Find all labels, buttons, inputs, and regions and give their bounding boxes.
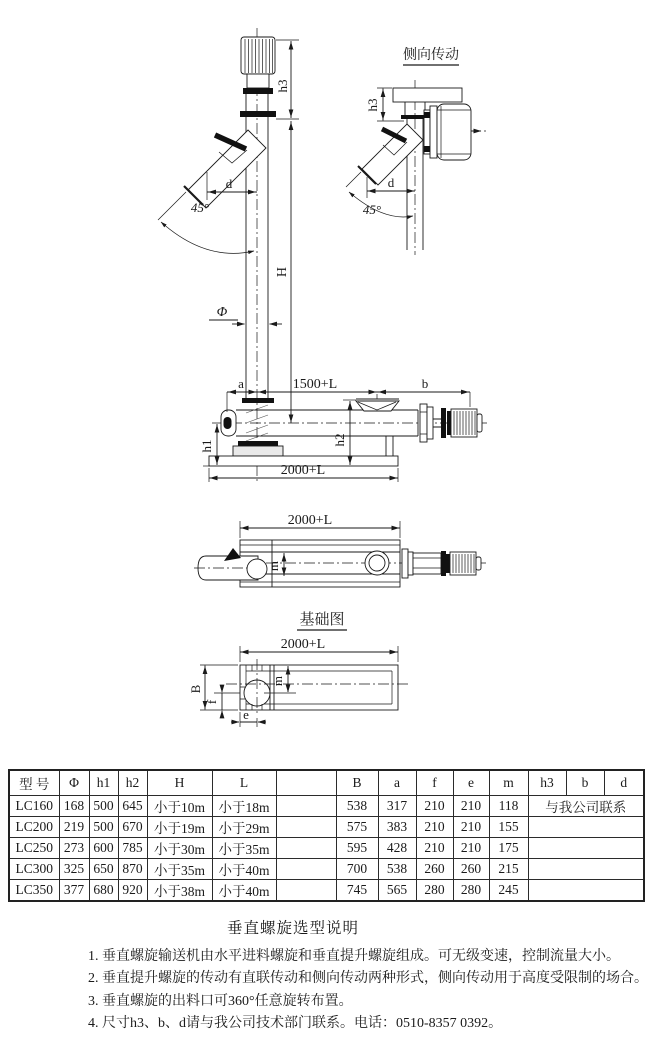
table-header-row (9, 770, 644, 795)
note-line-4: 4. 尺寸h3、b、d请与我公司技术部门联系。电话：0510-8357 0392。 (88, 1016, 503, 1032)
horizontal-conveyor (209, 398, 487, 466)
dim-label-45deg-main: 45° (190, 200, 210, 215)
table-cell (276, 816, 336, 837)
table-cell: 575 (336, 816, 378, 837)
table-cell: 600 (89, 837, 118, 858)
column-header: h2 (118, 770, 147, 795)
dim-label-1500L: 1500+L (292, 377, 338, 392)
dim-label-m-plan: m (266, 560, 281, 572)
table-cell: LC350 (9, 879, 59, 901)
table-cell: 500 (89, 816, 118, 837)
table-cell: 383 (378, 816, 416, 837)
table-note-cell (528, 816, 644, 837)
table-cell: 小于10m (147, 795, 212, 816)
note-line-3: 3. 垂直螺旋的出料口可360°任意旋转布置。 (88, 993, 353, 1009)
table-cell: 650 (89, 858, 118, 879)
table-cell (276, 837, 336, 858)
dim-label-2000L-front: 2000+L (280, 463, 326, 478)
table-row (9, 879, 644, 901)
table-cell: 377 (59, 879, 89, 901)
dim-label-2000L-plan: 2000+L (287, 513, 333, 528)
dim-label-d-side: d (387, 175, 395, 190)
table-cell: 118 (489, 795, 528, 816)
column-header: b (566, 770, 604, 795)
table-cell: 745 (336, 879, 378, 901)
table-note-cell (528, 879, 644, 901)
table-cell: 700 (336, 858, 378, 879)
table-cell: 273 (59, 837, 89, 858)
table-cell: 245 (489, 879, 528, 901)
table-cell: 428 (378, 837, 416, 858)
dim-label-h3-side: h3 (365, 98, 380, 112)
table-cell: 280 (416, 879, 453, 901)
table-cell: 小于29m (212, 816, 276, 837)
table-cell: 168 (59, 795, 89, 816)
dim-label-2000L-foundation: 2000+L (280, 637, 326, 652)
dim-label-phi: Φ (216, 305, 228, 320)
discharge-chute (184, 130, 266, 208)
side-drive-title: 侧向传动 (403, 48, 459, 63)
notes-title: 垂直螺旋选型说明 (226, 920, 359, 937)
foundation-title: 基础图 (299, 612, 345, 628)
table-cell: 小于30m (147, 837, 212, 858)
table-cell: 210 (416, 816, 453, 837)
side-drive-view (346, 46, 488, 255)
table-cell: 219 (59, 816, 89, 837)
plan-view-drawing (194, 513, 486, 587)
table-note-cell (528, 858, 644, 879)
dim-label-e: e (243, 707, 249, 722)
table-cell: 317 (378, 795, 416, 816)
column-header: B (336, 770, 378, 795)
table-row (9, 837, 644, 858)
table-cell: 565 (378, 879, 416, 901)
table-cell: LC250 (9, 837, 59, 858)
column-header: h3 (528, 770, 566, 795)
table-cell: 小于35m (147, 858, 212, 879)
table-row (9, 816, 644, 837)
column-header: H (147, 770, 212, 795)
table-cell: LC300 (9, 858, 59, 879)
note-line-1: 1. 垂直螺旋输送机由水平进料螺旋和垂直提升螺旋组成。可无级变速，控制流量大小。 (88, 949, 620, 964)
table-body (9, 795, 644, 901)
table-cell: 155 (489, 816, 528, 837)
table-cell: 670 (118, 816, 147, 837)
table-cell: 260 (453, 858, 489, 879)
column-header: h1 (89, 770, 118, 795)
dim-label-b: b (421, 376, 429, 391)
dim-label-B: B (188, 684, 203, 694)
table-cell: 210 (453, 795, 489, 816)
dim-label-H: H (275, 266, 290, 278)
dim-label-f: f (204, 699, 219, 705)
table-cell (276, 795, 336, 816)
table-cell: 小于38m (147, 879, 212, 901)
table-cell: 小于19m (147, 816, 212, 837)
table-cell: 小于18m (212, 795, 276, 816)
column-header: f (416, 770, 453, 795)
table-cell: 595 (336, 837, 378, 858)
table-cell: 小于40m (212, 879, 276, 901)
vertical-motor (241, 37, 275, 94)
table-cell: 870 (118, 858, 147, 879)
table-cell: LC200 (9, 816, 59, 837)
spec-table (8, 769, 645, 902)
note-line-2: 2. 垂直提升螺旋的传动有直联传动和侧向传动两种形式，侧向传动用于高度受限制的场合。 (88, 971, 648, 987)
dim-label-a: a (238, 376, 244, 391)
notes-list (88, 946, 648, 1036)
dim-label-45deg-side: 45° (362, 202, 382, 217)
table-cell (276, 858, 336, 879)
dim-label-h2: h2 (332, 433, 347, 447)
table-cell: 210 (453, 837, 489, 858)
table-cell: 210 (416, 795, 453, 816)
table-cell: 260 (416, 858, 453, 879)
table-cell: 325 (59, 858, 89, 879)
table-cell: 785 (118, 837, 147, 858)
table-cell: LC160 (9, 795, 59, 816)
column-header: L (212, 770, 276, 795)
table-cell: 小于40m (212, 858, 276, 879)
column-header: a (378, 770, 416, 795)
table-row (9, 858, 644, 879)
dim-label-h1: h1 (199, 439, 214, 453)
table-cell: 215 (489, 858, 528, 879)
column-header (276, 770, 336, 795)
table-cell: 500 (89, 795, 118, 816)
table-cell: 538 (336, 795, 378, 816)
foundation-view (188, 610, 408, 727)
table-cell: 210 (453, 816, 489, 837)
table-cell: 280 (453, 879, 489, 901)
table-cell: 920 (118, 879, 147, 901)
table-note-cell (528, 837, 644, 858)
table-row (9, 795, 644, 816)
column-header: Φ (59, 770, 89, 795)
table-cell: 175 (489, 837, 528, 858)
table-cell: 210 (416, 837, 453, 858)
table-note-cell: 与我公司联系 (528, 795, 644, 816)
table-cell: 538 (378, 858, 416, 879)
column-header: e (453, 770, 489, 795)
side-motor (424, 104, 488, 160)
table-cell (276, 879, 336, 901)
table-cell: 645 (118, 795, 147, 816)
dim-label-d-main: d (225, 176, 233, 191)
dim-label-h3-main: h3 (275, 79, 290, 93)
column-header: d (604, 770, 644, 795)
column-header: 型 号 (9, 770, 59, 795)
column-header: m (489, 770, 528, 795)
table-cell: 小于35m (212, 837, 276, 858)
dim-label-m-foundation: m (270, 675, 285, 687)
table-cell: 680 (89, 879, 118, 901)
